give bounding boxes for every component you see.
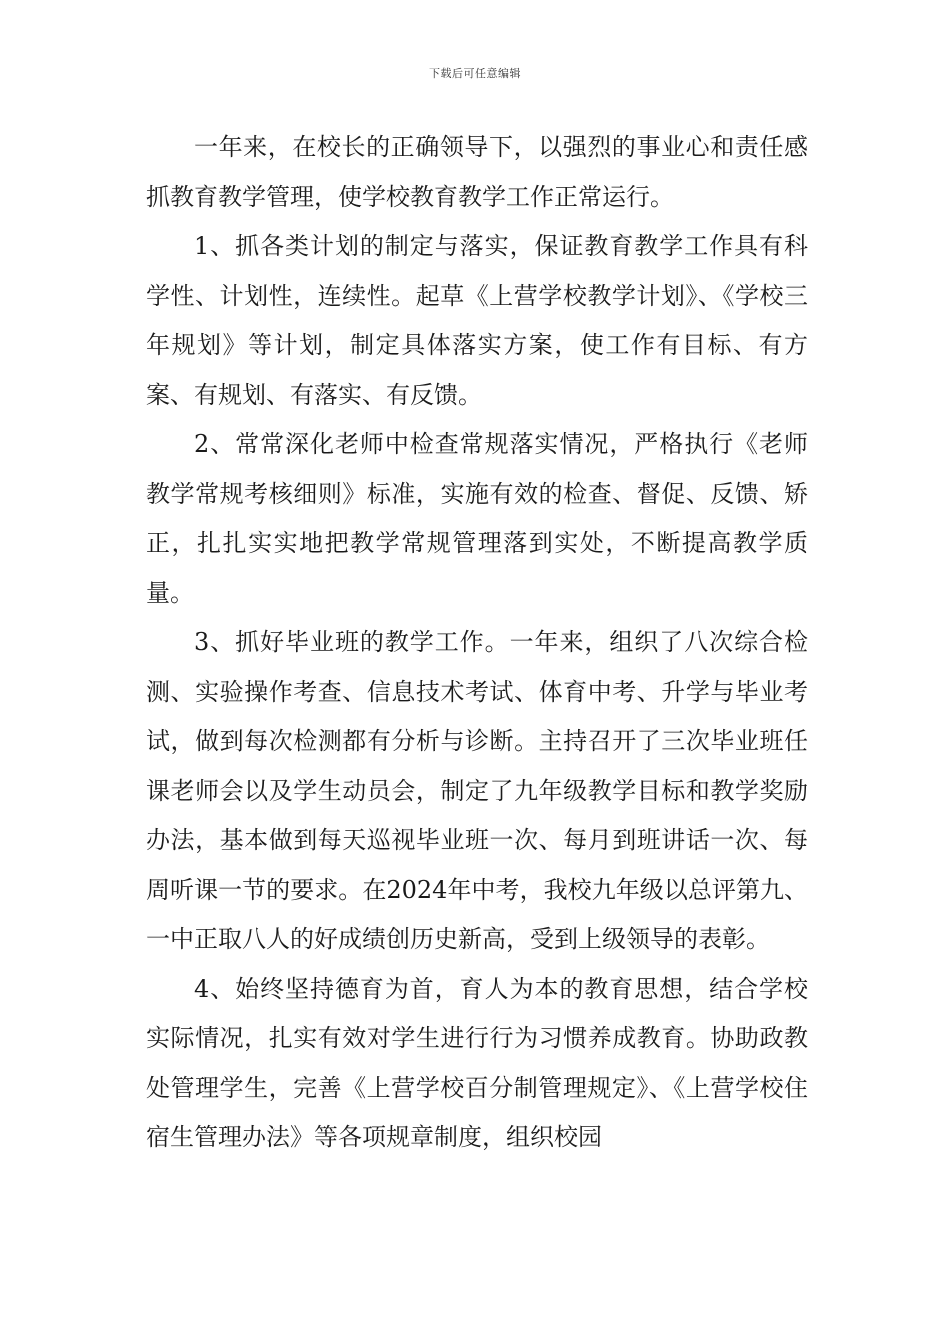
- page-header-note: 下载后可任意编辑: [429, 67, 521, 80]
- paragraph-item-3: 3、抓好毕业班的教学工作。一年来，组织了八次综合检测、实验操作考查、信息技术考试、体育中考、升学与毕业考试，做到每次检测都有分析与诊断。主持召开了三次毕业班任课老师会以及学生动员会，制定了九年级教学目标和教学奖励办法，基本做到每天巡视毕业班一次、每月到班讲话一次、每周听课一节的要求。在2024年中考，我校九年级以总评第九、一中正取八人的好成绩创历史新高，受到上级领导的表彰。: [146, 628, 808, 953]
- paragraph-item-1: 1、抓各类计划的制定与落实，保证教育教学工作具有科学性、计划性，连续性。起草《上营学校教学计划》、《学校三年规划》等计划，制定具体落实方案，使工作有目标、有方案、有规划、有落实、有反馈。: [146, 232, 808, 409]
- document-body: [146, 123, 808, 1163]
- paragraph-item-4: 4、始终坚持德育为首，育人为本的教育思想，结合学校实际情况，扎实有效对学生进行行为习惯养成教育。协助政教处管理学生，完善《上营学校百分制管理规定》、《上营学校住宿生管理办法》等各项规章制度，组织校园: [146, 974, 808, 1151]
- paragraph-intro: 一年来，在校长的正确领导下，以强烈的事业心和责任感抓教育教学管理，使学校教育教学工作正常运行。: [146, 133, 808, 211]
- paragraph-item-2: 2、常常深化老师中检查常规落实情况，严格执行《老师教学常规考核细则》标准，实施有效的检查、督促、反馈、矫正，扎扎实实地把教学常规管理落到实处，不断提高教学质量。: [146, 430, 808, 607]
